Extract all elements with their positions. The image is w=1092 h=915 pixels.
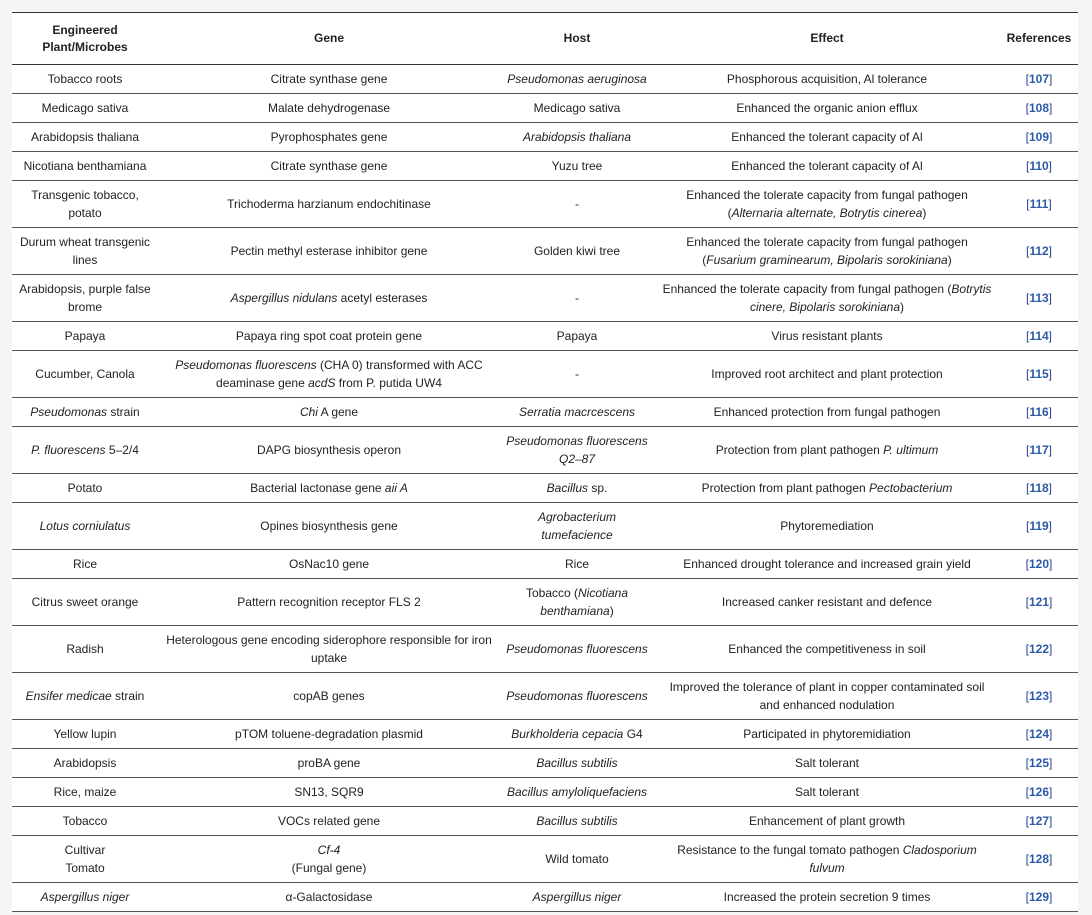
cell-effect: Improved root architect and plant protection [654, 351, 1000, 398]
cell-host: - [500, 351, 654, 398]
cell-reference: [119] [1000, 503, 1078, 550]
cell-effect: Salt tolerant [654, 749, 1000, 778]
cell-plant: Arabidopsis thaliana [12, 123, 158, 152]
cell-plant: Cucumber, Canola [12, 351, 158, 398]
cell-effect: Improved the tolerance of plant in copper contaminated soil and enhanced nodulation [654, 673, 1000, 720]
cell-reference: [125] [1000, 749, 1078, 778]
cell-plant: Lotus corniulatus [12, 503, 158, 550]
cell-gene: α-Galactosidase [158, 883, 500, 912]
cell-reference: [122] [1000, 626, 1078, 673]
cell-reference: [116] [1000, 398, 1078, 427]
cell-gene: Cf-4 (Fungal gene) [158, 836, 500, 883]
cell-host: Pseudomonas aeruginosa [500, 65, 654, 94]
cell-host: Rice [500, 550, 654, 579]
cell-effect: Enhanced the organic anion efflux [654, 94, 1000, 123]
cell-gene: Citrate synthase gene [158, 152, 500, 181]
cell-plant: Pseudomonas strain [12, 398, 158, 427]
reference-link[interactable]: 122 [1028, 642, 1050, 656]
cell-gene: copAB genes [158, 673, 500, 720]
cell-effect: Enhanced the tolerate capacity from fungal pathogen (Botrytis cinere, Bipolaris sorokiniana) [654, 275, 1000, 322]
cell-gene: OsNac10 gene [158, 550, 500, 579]
cell-gene: Chi A gene [158, 398, 500, 427]
reference-link[interactable]: 119 [1029, 519, 1049, 533]
header-host: Host [500, 13, 654, 65]
cell-plant: Yellow lupin [12, 720, 158, 749]
cell-reference: [115] [1000, 351, 1078, 398]
cell-host: - [500, 275, 654, 322]
table-row [12, 322, 1078, 351]
table-row [12, 836, 1078, 883]
cell-plant: Arabidopsis, purple false brome [12, 275, 158, 322]
cell-plant: Aspergillus niger [12, 883, 158, 912]
table-row [12, 65, 1078, 94]
header-references: References [1000, 13, 1078, 65]
table-row [12, 94, 1078, 123]
reference-link[interactable]: 129 [1028, 890, 1050, 904]
cell-reference: [110] [1000, 152, 1078, 181]
cell-plant: Tobacco [12, 807, 158, 836]
cell-plant: Ensifer medicae strain [12, 673, 158, 720]
cell-effect: Participated in phytoremidiation [654, 720, 1000, 749]
cell-reference: [109] [1000, 123, 1078, 152]
cell-gene: Aspergillus nidulans acetyl esterases [158, 275, 500, 322]
cell-effect: Resistance to the fungal tomato pathogen Cladosporium fulvum [654, 836, 1000, 883]
cell-reference: [127] [1000, 807, 1078, 836]
cell-plant: Radish [12, 626, 158, 673]
cell-reference: [129] [1000, 883, 1078, 912]
cell-host: Arabidopsis thaliana [500, 123, 654, 152]
cell-plant: Citrus sweet orange [12, 579, 158, 626]
header-effect: Effect [654, 13, 1000, 65]
cell-plant: Rice, maize [12, 778, 158, 807]
cell-gene: Pseudomonas fluorescens (CHA 0) transformed with ACC deaminase gene acdS from P. putida UW4 [158, 351, 500, 398]
table-row [12, 550, 1078, 579]
cell-host: Tobacco (Nicotiana benthamiana) [500, 579, 654, 626]
table-header-row [12, 13, 1078, 65]
reference-link[interactable]: 116 [1029, 405, 1049, 419]
reference-link[interactable]: 110 [1029, 159, 1049, 173]
cell-plant: Arabidopsis [12, 749, 158, 778]
cell-effect: Phosphorous acquisition, Al tolerance [654, 65, 1000, 94]
cell-reference: [108] [1000, 94, 1078, 123]
cell-plant: Medicago sativa [12, 94, 158, 123]
table-row [12, 503, 1078, 550]
cell-effect: Protection from plant pathogen Pectobacterium [654, 474, 1000, 503]
reference-link[interactable]: 111 [1029, 197, 1049, 211]
table-row [12, 427, 1078, 474]
cell-gene: Opines biosynthesis gene [158, 503, 500, 550]
table-row [12, 228, 1078, 275]
header-gene: Gene [158, 13, 500, 65]
table-container [12, 12, 1078, 912]
reference-link[interactable]: 107 [1028, 72, 1050, 86]
cell-host: Bacillus subtilis [500, 749, 654, 778]
table-row [12, 181, 1078, 228]
cell-reference: [117] [1000, 427, 1078, 474]
table-row [12, 123, 1078, 152]
reference-link[interactable]: 125 [1028, 756, 1050, 770]
reference-link[interactable]: 115 [1029, 367, 1049, 381]
reference-link[interactable]: 112 [1029, 244, 1049, 258]
cell-host: Serratia macrcescens [500, 398, 654, 427]
cell-gene: Pectin methyl esterase inhibitor gene [158, 228, 500, 275]
cell-reference: [123] [1000, 673, 1078, 720]
cell-host: Pseudomonas fluorescens [500, 626, 654, 673]
cell-plant: Potato [12, 474, 158, 503]
table-row [12, 720, 1078, 749]
cell-host: - [500, 181, 654, 228]
cell-reference: [111] [1000, 181, 1078, 228]
cell-reference: [113] [1000, 275, 1078, 322]
cell-reference: [118] [1000, 474, 1078, 503]
cell-plant: Cultivar Tomato [12, 836, 158, 883]
cell-host: Wild tomato [500, 836, 654, 883]
table-row [12, 275, 1078, 322]
cell-gene: Trichoderma harzianum endochitinase [158, 181, 500, 228]
reference-link[interactable]: 123 [1028, 689, 1050, 703]
cell-reference: [107] [1000, 65, 1078, 94]
cell-gene: VOCs related gene [158, 807, 500, 836]
table-row [12, 398, 1078, 427]
reference-link[interactable]: 114 [1029, 329, 1049, 343]
cell-plant: Papaya [12, 322, 158, 351]
cell-gene: Citrate synthase gene [158, 65, 500, 94]
reference-link[interactable]: 118 [1029, 481, 1049, 495]
table-row [12, 626, 1078, 673]
cell-plant: Durum wheat transgenic lines [12, 228, 158, 275]
table-row [12, 579, 1078, 626]
cell-host: Bacillus subtilis [500, 807, 654, 836]
cell-host: Bacillus sp. [500, 474, 654, 503]
cell-gene: Pattern recognition receptor FLS 2 [158, 579, 500, 626]
cell-gene: SN13, SQR9 [158, 778, 500, 807]
cell-effect: Increased canker resistant and defence [654, 579, 1000, 626]
reference-link[interactable]: 124 [1028, 727, 1050, 741]
cell-host: Golden kiwi tree [500, 228, 654, 275]
cell-gene: Papaya ring spot coat protein gene [158, 322, 500, 351]
reference-link[interactable]: 108 [1028, 101, 1050, 115]
cell-reference: [121] [1000, 579, 1078, 626]
engineered-organisms-table [12, 12, 1078, 912]
cell-host: Yuzu tree [500, 152, 654, 181]
table-row [12, 778, 1078, 807]
cell-gene: Heterologous gene encoding siderophore responsible for iron uptake [158, 626, 500, 673]
cell-effect: Enhanced the tolerant capacity of Al [654, 152, 1000, 181]
cell-effect: Enhanced drought tolerance and increased grain yield [654, 550, 1000, 579]
cell-reference: [128] [1000, 836, 1078, 883]
cell-reference: [112] [1000, 228, 1078, 275]
cell-gene: Malate dehydrogenase [158, 94, 500, 123]
cell-effect: Increased the protein secretion 9 times [654, 883, 1000, 912]
reference-link[interactable]: 117 [1029, 443, 1049, 457]
cell-gene: Bacterial lactonase gene aii A [158, 474, 500, 503]
table-row [12, 749, 1078, 778]
cell-plant: Tobacco roots [12, 65, 158, 94]
cell-reference: [126] [1000, 778, 1078, 807]
cell-reference: [124] [1000, 720, 1078, 749]
cell-host: Bacillus amyloliquefaciens [500, 778, 654, 807]
cell-reference: [114] [1000, 322, 1078, 351]
cell-host: Papaya [500, 322, 654, 351]
cell-effect: Phytoremediation [654, 503, 1000, 550]
reference-link[interactable]: 128 [1028, 852, 1050, 866]
cell-host: Aspergillus niger [500, 883, 654, 912]
reference-link[interactable]: 121 [1028, 595, 1050, 609]
cell-host: Pseudomonas fluorescens Q2–87 [500, 427, 654, 474]
cell-host: Pseudomonas fluorescens [500, 673, 654, 720]
table-row [12, 883, 1078, 912]
table-row [12, 673, 1078, 720]
cell-plant: P. fluorescens 5–2/4 [12, 427, 158, 474]
cell-effect: Enhancement of plant growth [654, 807, 1000, 836]
cell-effect: Virus resistant plants [654, 322, 1000, 351]
cell-host: Agrobacterium tumefacience [500, 503, 654, 550]
reference-link[interactable]: 127 [1028, 814, 1050, 828]
cell-host: Medicago sativa [500, 94, 654, 123]
cell-plant: Rice [12, 550, 158, 579]
reference-link[interactable]: 120 [1028, 557, 1050, 571]
reference-link[interactable]: 126 [1028, 785, 1050, 799]
cell-effect: Enhanced the tolerate capacity from fungal pathogen (Alternaria alternate, Botrytis cinerea) [654, 181, 1000, 228]
cell-effect: Enhanced the tolerant capacity of Al [654, 123, 1000, 152]
cell-gene: DAPG biosynthesis operon [158, 427, 500, 474]
cell-reference: [120] [1000, 550, 1078, 579]
cell-gene: proBA gene [158, 749, 500, 778]
table-row [12, 807, 1078, 836]
table-row [12, 474, 1078, 503]
cell-plant: Nicotiana benthamiana [12, 152, 158, 181]
reference-link[interactable]: 109 [1028, 130, 1050, 144]
cell-effect: Enhanced the competitiveness in soil [654, 626, 1000, 673]
cell-effect: Enhanced protection from fungal pathogen [654, 398, 1000, 427]
cell-plant: Transgenic tobacco, potato [12, 181, 158, 228]
cell-host: Burkholderia cepacia G4 [500, 720, 654, 749]
cell-effect: Protection from plant pathogen P. ultimum [654, 427, 1000, 474]
table-row [12, 351, 1078, 398]
table-row [12, 152, 1078, 181]
cell-gene: Pyrophosphates gene [158, 123, 500, 152]
cell-effect: Salt tolerant [654, 778, 1000, 807]
header-plant: Engineered Plant/Microbes [12, 13, 158, 65]
reference-link[interactable]: 113 [1029, 291, 1049, 305]
cell-gene: pTOM toluene-degradation plasmid [158, 720, 500, 749]
cell-effect: Enhanced the tolerate capacity from fungal pathogen (Fusarium graminearum, Bipolaris sorokiniana) [654, 228, 1000, 275]
